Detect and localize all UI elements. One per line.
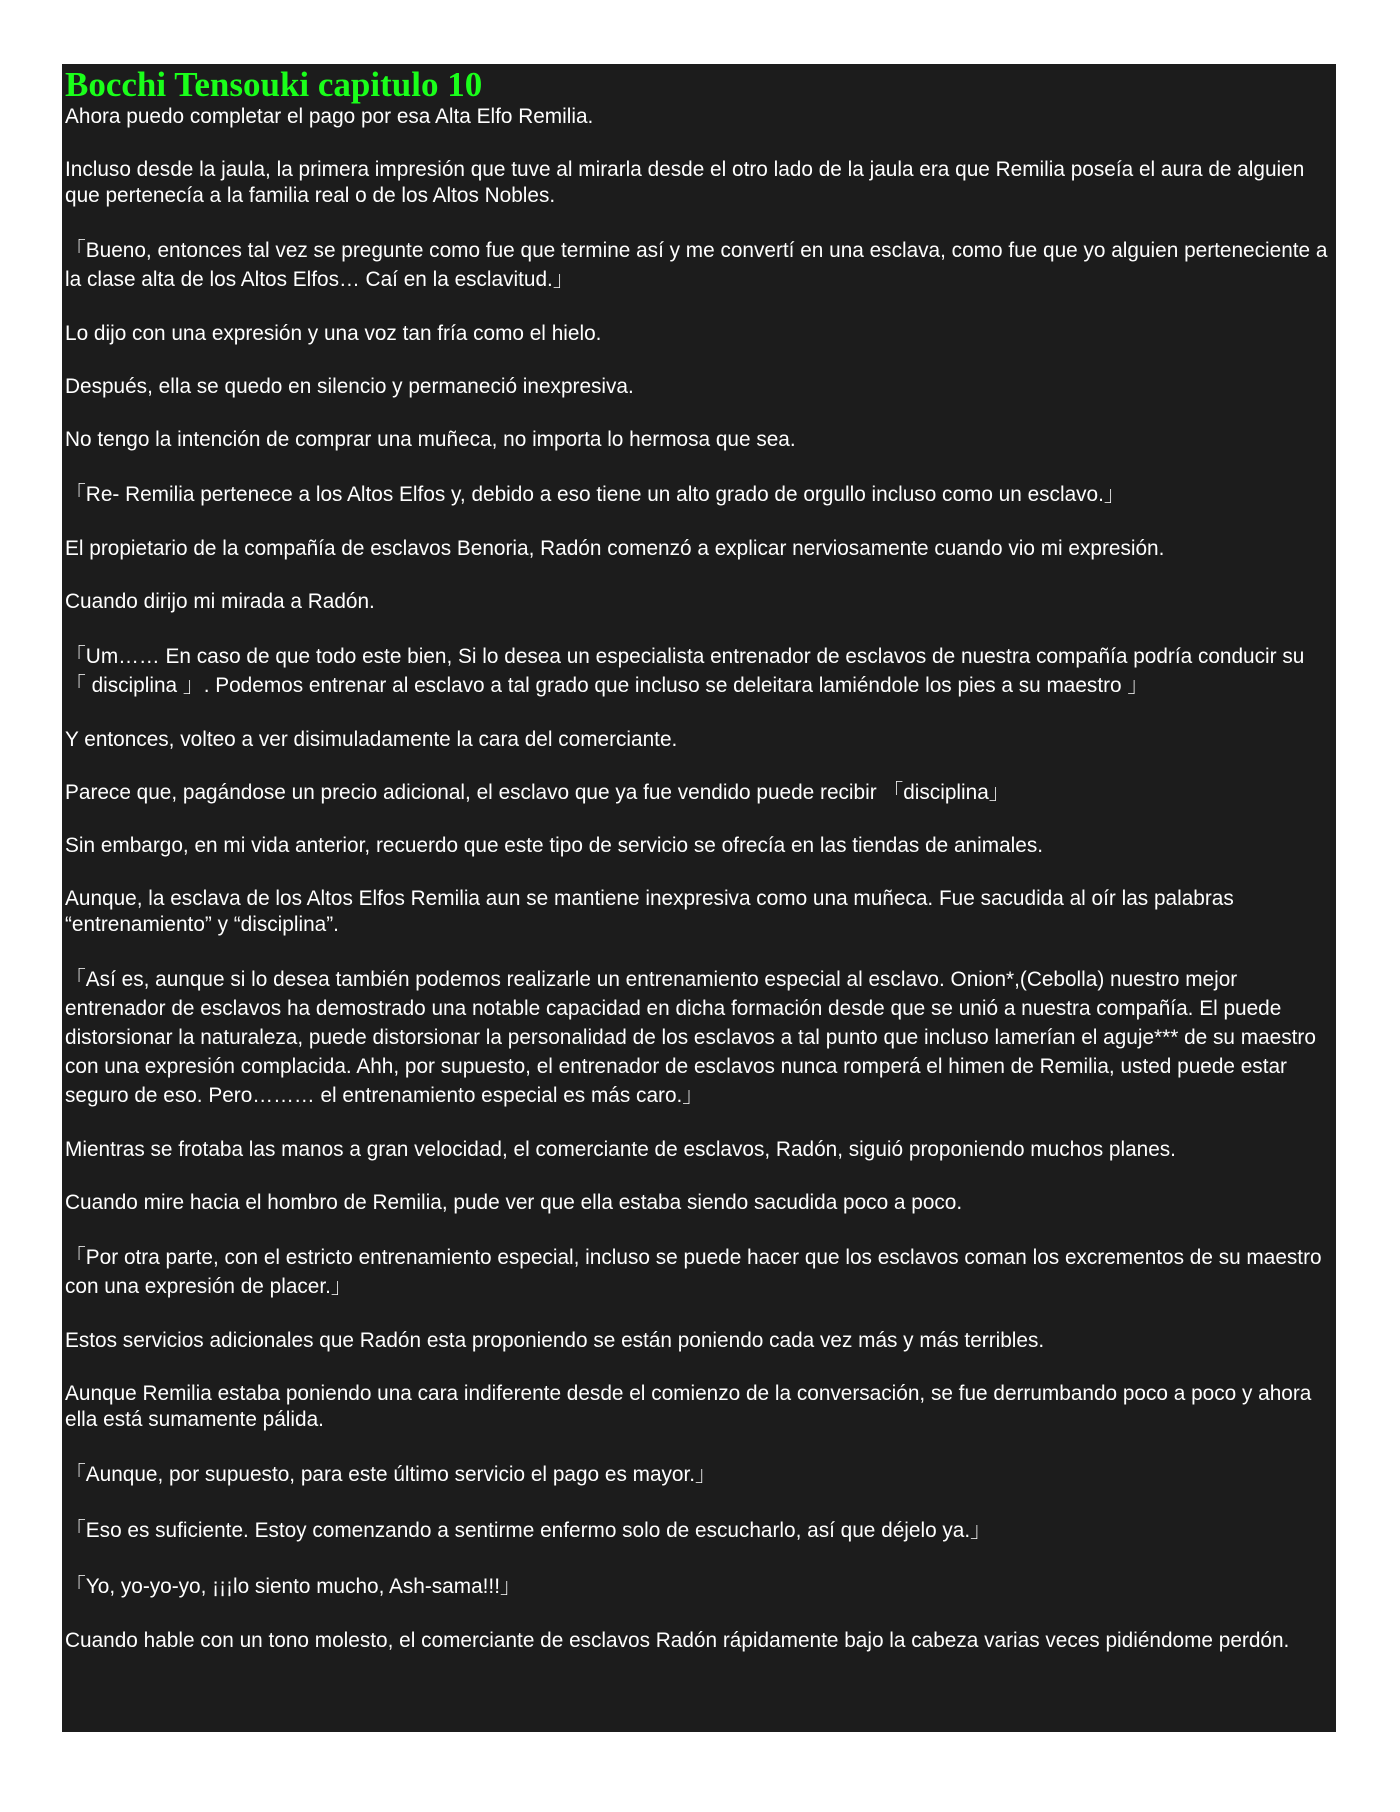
narration-paragraph: Aunque Remilia estaba poniendo una cara indiferente desde el comienzo de la conversación, se fue derrumbando poco a poco y ahora ella está sumamente pálida. — [65, 1382, 1312, 1431]
dialogue-paragraph: 「Yo, yo-yo-yo, ¡¡¡lo siento mucho, Ash-sama!!!」 — [65, 1575, 521, 1598]
narration-paragraph: Después, ella se quedo en silencio y permaneció inexpresiva. — [65, 375, 634, 398]
narration-paragraph: Estos servicios adicionales que Radón esta proponiendo se están poniendo cada vez más y más terribles. — [65, 1329, 1045, 1352]
narration-paragraph: Incluso desde la jaula, la primera impresión que tuve al mirarla desde el otro lado de la jaula era que Remilia poseía el aura de alguien que pertenecía a la familia real o de los Altos Nobles. — [65, 158, 1305, 207]
dialogue-paragraph: 「Así es, aunque si lo desea también podemos realizarle un entrenamiento especial al esclavo. Onion*,(Cebolla) nuestro mejor entrenador de esclavos ha demostrado una notable capacidad en dicha formación desde que se unió a nuestra compañía. El puede distorsionar la naturaleza, puede distorsionar la personalidad de los esclavos a tal punto que incluso lamerían el aguje*** de su maestro con una expresión complacida. Ahh, por supuesto, el entrenador de esclavos nunca romperá el himen de Remilia, usted puede estar seguro de eso. Pero……… el entrenamiento especial es más caro.」 — [65, 968, 1316, 1107]
narration-paragraph: No tengo la intención de comprar una muñeca, no importa lo hermosa que sea. — [65, 428, 796, 451]
chapter-body — [65, 104, 1330, 1654]
narration-paragraph: Sin embargo, en mi vida anterior, recuerdo que este tipo de servicio se ofrecía en las tiendas de animales. — [65, 834, 1044, 857]
dialogue-paragraph: 「Re- Remilia pertenece a los Altos Elfos y, debido a eso tiene un alto grado de orgullo incluso como un esclavo.」 — [65, 483, 1125, 506]
dialogue-paragraph: 「Bueno, entonces tal vez se pregunte como fue que termine así y me convertí en una esclava, como fue que yo alguien perteneciente a la clase alta de los Altos Elfos… Caí en la esclavitud.」 — [65, 239, 1328, 291]
dialogue-paragraph: 「Eso es suficiente. Estoy comenzando a sentirme enfermo solo de escucharlo, así que déjelo ya.」 — [65, 1519, 991, 1542]
dialogue-paragraph: 「Um…… En caso de que todo este bien, Si lo desea un especialista entrenador de esclavos de nuestra compañía podría conducir su 「 disciplina 」. Podemos entrenar al esclavo a tal grado que incluso se deleitara lamiéndole los pies a su maestro 」 — [65, 645, 1305, 697]
narration-paragraph: Parece que, pagándose un precio adicional, el esclavo que ya fue vendido puede recibir 「disciplina」 — [65, 781, 1010, 804]
narration-paragraph: El propietario de la compañía de esclavos Benoria, Radón comenzó a explicar nerviosamente cuando vio mi expresión. — [65, 537, 1165, 560]
dialogue-paragraph: 「Por otra parte, con el estricto entrenamiento especial, incluso se puede hacer que los esclavos coman los excrementos de su maestro con una expresión de placer.」 — [65, 1246, 1322, 1298]
narration-paragraph: Aunque, la esclava de los Altos Elfos Remilia aun se mantiene inexpresiva como una muñeca. Fue sacudida al oír las palabras “entrenamiento” y “disciplina”. — [65, 887, 1234, 936]
narration-paragraph: Ahora puedo completar el pago por esa Alta Elfo Remilia. — [65, 105, 594, 128]
chapter-title: Bocchi Tensouki capitulo 10 — [65, 65, 483, 104]
narration-paragraph: Mientras se frotaba las manos a gran velocidad, el comerciante de esclavos, Radón, siguió proponiendo muchos planes. — [65, 1138, 1176, 1161]
narration-paragraph: Lo dijo con una expresión y una voz tan fría como el hielo. — [65, 322, 602, 345]
document-page — [62, 64, 1336, 1732]
narration-paragraph: Y entonces, volteo a ver disimuladamente la cara del comerciante. — [65, 728, 678, 751]
narration-paragraph: Cuando hable con un tono molesto, el comerciante de esclavos Radón rápidamente bajo la cabeza varias veces pidiéndome perdón. — [65, 1629, 1290, 1652]
dialogue-paragraph: 「Aunque, por supuesto, para este último servicio el pago es mayor.」 — [65, 1463, 716, 1486]
narration-paragraph: Cuando dirijo mi mirada a Radón. — [65, 590, 375, 613]
narration-paragraph: Cuando mire hacia el hombro de Remilia, pude ver que ella estaba siendo sacudida poco a poco. — [65, 1191, 963, 1214]
